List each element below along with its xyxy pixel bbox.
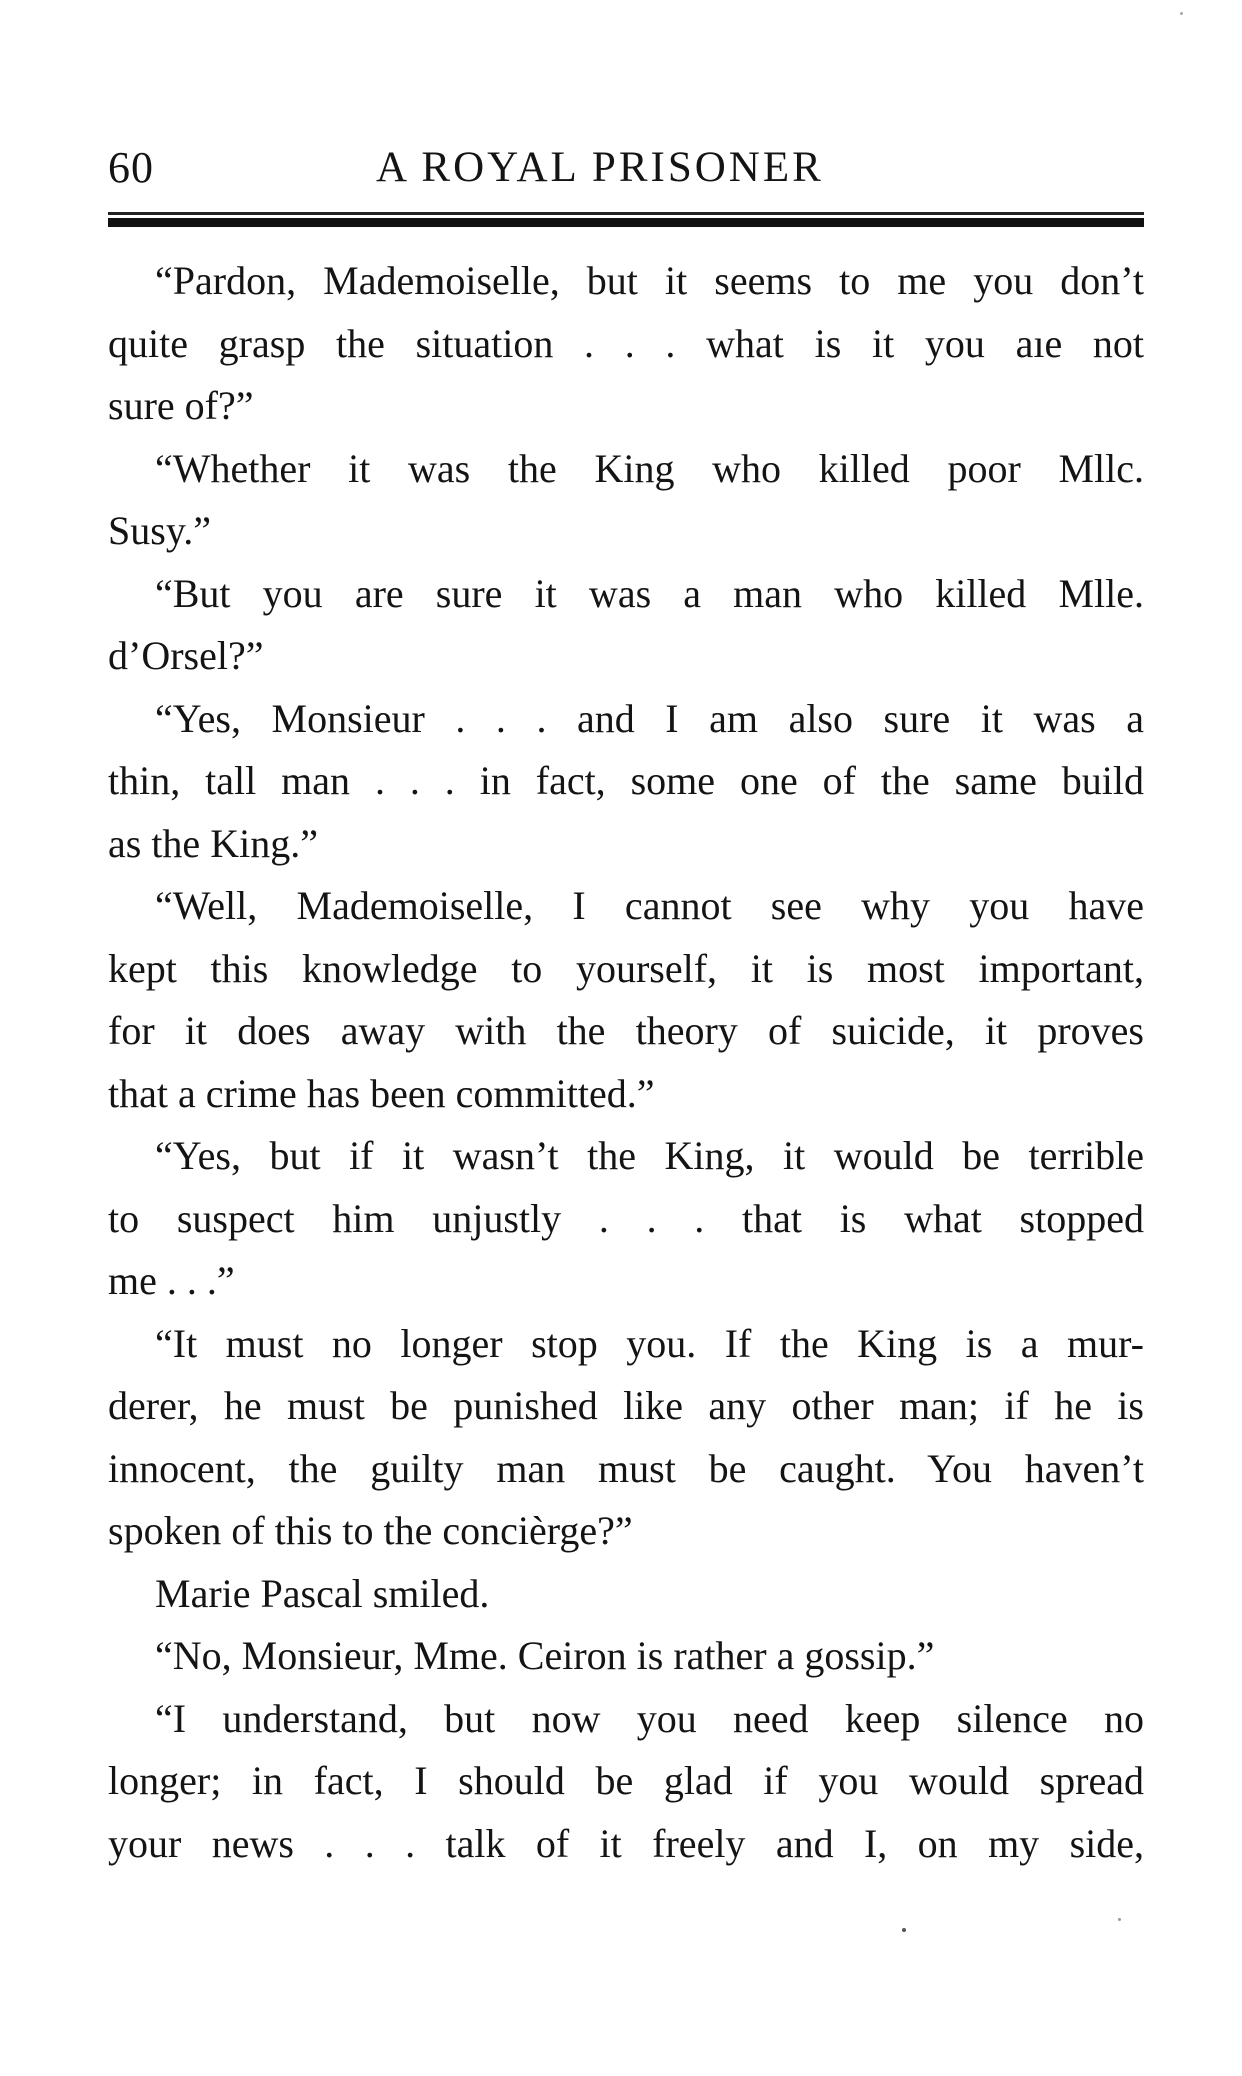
text-line: spoken of this to the concièrge?”: [108, 1508, 633, 1553]
text-line: “Yes, Monsieur . . . and I am also sure it was a: [155, 695, 1144, 741]
text-line: “Well, Mademoiselle, I cannot see why you have: [155, 883, 1144, 928]
text-line: “Pardon, Mademoiselle, but it seems to me you don’t: [155, 258, 1144, 303]
header-rule-thick: [108, 218, 1144, 227]
text-line: Marie Pascal smiled.: [155, 1570, 490, 1616]
text-line: me . . .”: [108, 1258, 235, 1303]
scan-speck: [1118, 1918, 1121, 1921]
text-line: innocent, the guilty man must be caught. You haven’t: [108, 1445, 1144, 1491]
text-line: “But you are sure it was a man who killed Mlle.: [155, 570, 1144, 616]
text-line: longer; in fact, I should be glad if you would spread: [108, 1758, 1144, 1803]
text-line: as the King.”: [108, 820, 318, 866]
text-line: derer, he must be punished like any other man; if he is: [108, 1383, 1144, 1428]
scan-speck: [902, 1928, 906, 1932]
text-line: sure of?”: [108, 383, 254, 428]
text-line: kept this knowledge to yourself, it is most important,: [108, 945, 1144, 991]
header-rule: [108, 212, 1144, 230]
text-line: for it does away with the theory of suicide, it proves: [108, 1008, 1144, 1053]
running-head: [108, 138, 1144, 198]
text-line: “It must no longer stop you. If the King is a mur-: [155, 1320, 1144, 1366]
text-line: that a crime has been committed.”: [108, 1070, 655, 1116]
text-line: “I understand, but now you need keep silence no: [155, 1695, 1144, 1741]
text-line: thin, tall man . . . in fact, some one of the same build: [108, 758, 1144, 803]
text-line: d’Orsel?”: [108, 633, 264, 678]
text-line: “Whether it was the King who killed poor Mllc.: [155, 445, 1144, 491]
scan-speck: [1180, 12, 1183, 15]
text-line: “Yes, but if it wasn’t the King, it would be terrible: [155, 1133, 1144, 1178]
text-line: Susy.”: [108, 508, 211, 553]
text-line: quite grasp the situation . . . what is it you aıe not: [108, 320, 1144, 366]
text-line: your news . . . talk of it freely and I, on my side,: [108, 1820, 1144, 1866]
text-line: “No, Monsieur, Mme. Ceiron is rather a gossip.”: [155, 1633, 935, 1678]
header-rule-thin: [108, 212, 1144, 215]
body-text: [108, 250, 1144, 1875]
running-title: A ROYAL PRISONER: [376, 144, 824, 191]
page-number: 60: [108, 143, 154, 192]
text-line: to suspect him unjustly . . . that is what stopped: [108, 1195, 1144, 1241]
